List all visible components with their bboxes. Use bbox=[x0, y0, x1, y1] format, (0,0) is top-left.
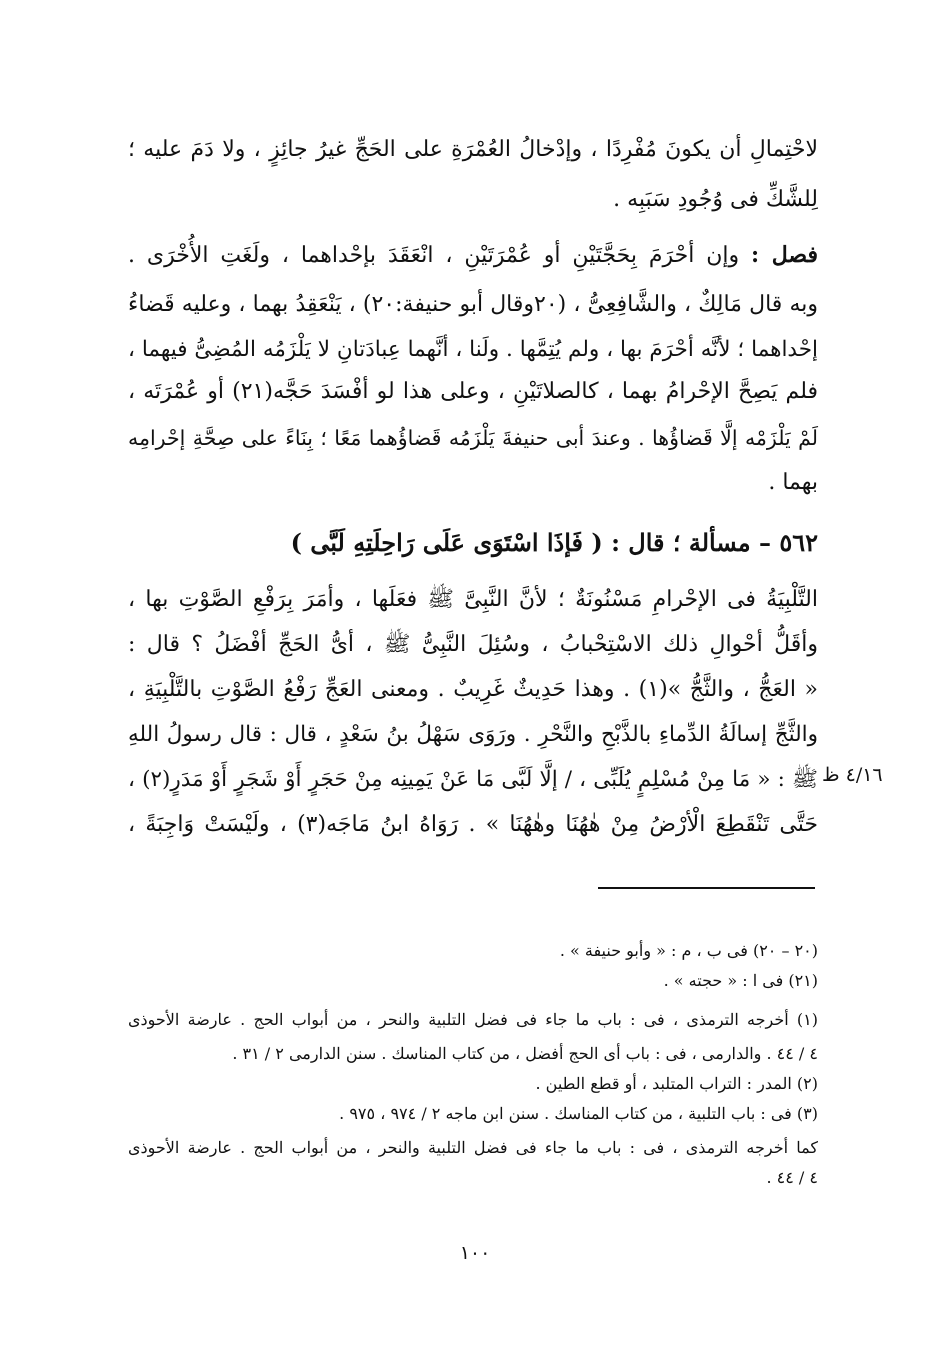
footnote: (٢٠ – ٢٠) فى ب ، م : « وأبو حنيفة » . bbox=[559, 941, 818, 960]
footnote: ٤ / ٤٤ . bbox=[766, 1168, 818, 1187]
body-text: وإن أحْرَمَ بِحَجَّتَيْنِ أو عُمْرَتَيْنِ ، انْعَقَدَ بإحْداهما ، ولَغَتِ الأُخْرَى . bbox=[128, 243, 740, 268]
manuscript-folio-note: ٤/١٦ ظ bbox=[822, 764, 883, 786]
footnote: (٢١) فى ا : « حجته » . bbox=[663, 971, 818, 990]
body-line: بهما . bbox=[768, 470, 818, 495]
footnote: (٢) المدر : التراب المتلبد ، أو قطع الطين . bbox=[535, 1074, 818, 1093]
body-line: التَّلْبِيَةُ فى الإحْرامِ مَسْنُونَةٌ ؛ لأنَّ النَّبِىَّ ﷺ فعَلَها ، وأمَرَ بِرَفْعِ الصَّوْتِ بها ، bbox=[128, 587, 818, 612]
body-line: ﷺ : « مَا مِنْ مُسْلِمٍ يُلَبِّى ، / إلَّا لَبَّى مَا عَنْ يَمِينِه مِنْ حَجَرٍ أَوْ شَجَرٍ أَوْ مَدَرٍ(٢) ، bbox=[128, 767, 818, 792]
footnote: (١) أخرجه الترمذى ، فى : باب ما جاء فى فضل التلبية والنحر ، من أبواب الحج . عارضة الأحوذى bbox=[128, 1010, 818, 1029]
body-line: إحْداهما ؛ لأنَّه أحْرَمَ بها ، ولم يُتِمَّها . ولَنا ، أنَّهما عِبادَتانِ لا يَلْزَمُه المُضِىُّ فيهما ، bbox=[128, 337, 818, 362]
body-line: وأقَلُّ أحْوالِ ذلك الاسْتِحْبابُ ، وسُئِلَ النَّبِىُّ ﷺ ، أىُّ الحَجِّ أفْضَلُ ؟ قال : bbox=[128, 632, 818, 657]
body-line: والثَّجِّ إسالَةُ الدِّماءِ بالذَّبْحِ والنَّحْرِ . ورَوَى سَهْلُ بنُ سَعْدٍ ، قال : قال رسولُ اللهِ bbox=[128, 722, 818, 747]
body-line bbox=[128, 235, 818, 276]
body-line: لَمْ يَلْزَمْه إلَّا قَضاؤُها . وعندَ أبى حنيفةَ يَلْزَمُه قَضاؤُهما مَعًا ؛ بِنَاءً على صِحَّةِ إحْرامِه bbox=[128, 426, 818, 450]
page-number: ١٠٠ bbox=[459, 1242, 491, 1264]
body-line: وبه قال مَالِكٌ ، والشَّافِعِىُّ ، (٢٠وقال أبو حنيفة:٢٠) ، يَنْعَقِدُ بهما ، وعليه قَضاءُ bbox=[128, 292, 818, 317]
footnote: ٤ / ٤٤ . والدارمى ، فى : باب أى الحج أفضل ، من كتاب المناسك . سنن الدارمى ٢ / ٣١ . bbox=[232, 1044, 818, 1063]
body-line: لِلشَّكِّ فى وُجُودِ سَبَبِه . bbox=[613, 187, 818, 212]
body-line: لاحْتِمالِ أن يكونَ مُفْرِدًا ، وإدْخالُ العُمْرَةِ على الحَجِّ غيرُ جائِزٍ ، ولا دَمَ عليه ؛ bbox=[128, 137, 818, 162]
body-line: حَتَّى تَنْقَطِعَ الْأرْضُ مِنْ هٰهُنَا وهٰهُنَا » . رَوَاهُ ابنُ مَاجَه(٣) ، ولَيْسَتْ وَاجِبَةً ، bbox=[128, 812, 818, 837]
footnote-separator bbox=[598, 887, 815, 889]
section-label: فصل : bbox=[751, 242, 818, 268]
footnote: كما أخرجه الترمذى ، فى : باب ما جاء فى فضل التلبية والنحر ، من أبواب الحج . عارضة الأحوذى bbox=[128, 1138, 818, 1157]
footnote: (٣) فى : باب التلبية ، من كتاب المناسك . سنن ابن ماجه ٢ / ٩٧٤ ، ٩٧٥ . bbox=[339, 1104, 818, 1123]
masala-heading: ٥٦٢ – مسألة ؛ قال : ( فَإذَا اسْتَوَى عَلَى رَاحِلَتِهِ لَبَّى ) bbox=[290, 528, 818, 557]
body-line: فلم يَصِحَّ الإحْرامُ بهما ، كالصلاتَيْنِ ، وعلى هذا لو أفْسَدَ حَجَّه(٢١) أو عُمْرَتَه ، bbox=[128, 379, 818, 404]
body-line: « العَجُّ ، والثَّجُّ »(١) . وهذا حَدِيثٌ غَرِيبٌ . ومعنى العَجِّ رَفْعُ الصَّوْتِ بالتَّلْبِيَةِ ، bbox=[128, 677, 818, 702]
